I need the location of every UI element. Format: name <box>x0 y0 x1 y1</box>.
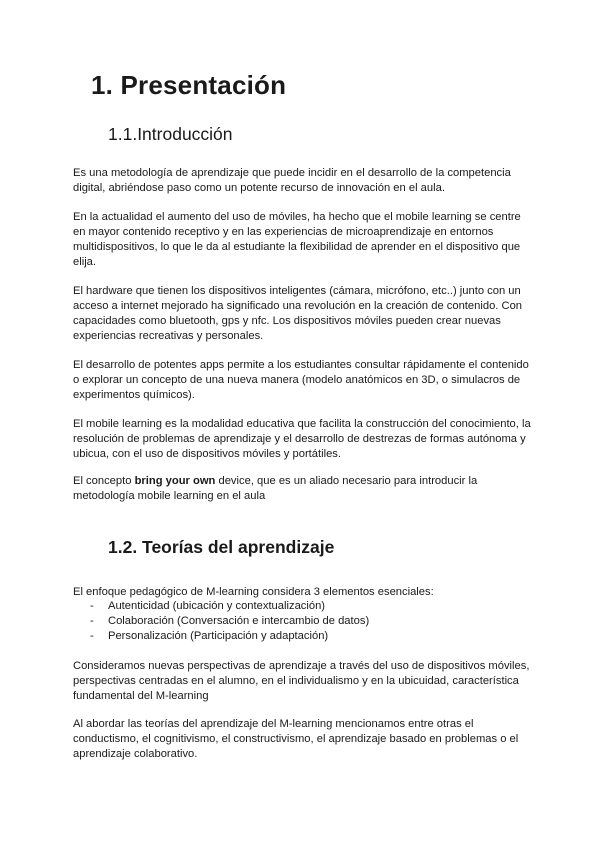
list-item <box>73 599 533 614</box>
section-heading-teorias: 1.2. Teorías del aprendizaje <box>108 537 335 557</box>
paragraph-intro: El enfoque pedagógico de M-learning considera 3 elementos esenciales: <box>73 586 434 598</box>
list-item-text: Personalización (Participación y adaptación) <box>108 630 329 642</box>
paragraph: Es una metodología de aprendizaje que puede incidir en el desarrollo de la competencia digital, abriéndose paso como un potente recurso de innovación en el aula. <box>73 167 511 194</box>
list-item <box>73 629 533 644</box>
list-marker: - <box>90 600 94 612</box>
paragraph: En la actualidad el aumento del uso de móviles, ha hecho que el mobile learning se centre en mayor contenido receptivo y en las experiencias de microaprendizaje en entornos multidispositivos, lo que le da al estudiante la flexibilidad de aprender en el dispositivo que elija. <box>73 211 521 268</box>
list-item-text: Colaboración (Conversación e intercambio de datos) <box>108 615 370 627</box>
paragraph: Consideramos nuevas perspectivas de aprendizaje a través del uso de dispositivos móviles, perspectivas centradas en el alumno, en el individualismo y en la ubicuidad, característica fundamental del M-learning <box>73 660 530 702</box>
list-item-text: Autenticidad (ubicación y contextualización) <box>108 600 326 612</box>
list-marker: - <box>90 615 94 627</box>
paragraph: El mobile learning es la modalidad educativa que facilita la construcción del conocimiento, la resolución de problemas de aprendizaje y el desarrollo de destrezas de formas autónoma y ubicua, con el uso de dispositivos móviles y portátiles. <box>73 418 531 460</box>
main-heading: 1. Presentación <box>91 70 287 100</box>
byod-text-before: El concepto <box>73 475 135 487</box>
list-marker: - <box>90 630 94 642</box>
byod-text-after: device, que es un aliado necesario para introducir la metodología mobile learning en el aula <box>73 475 478 502</box>
paragraph: Al abordar las teorías del aprendizaje del M-learning mencionamos entre otras el conductismo, el cognitivismo, el constructivismo, el aprendizaje basado en problemas o el aprendizaje colaborativo. <box>73 718 519 760</box>
paragraph: El hardware que tienen los dispositivos inteligentes (cámara, micrófono, etc..) junto con un acceso a internet mejorado ha significado una revolución en la creación de contenido. Con capacidades como bluetooth, gps y nfc. Los dispositivos móviles pueden crear nuevas experiencias recreativas y personales. <box>73 285 523 342</box>
section-heading-introduccion: 1.1.Introducción <box>108 124 233 144</box>
paragraph: El desarrollo de potentes apps permite a los estudiantes consultar rápidamente el contenido o explorar un concepto de una nueva manera (modelo anatómicos en 3D, o simulacros de experimentos químicos). <box>73 359 529 401</box>
paragraph-byod <box>73 474 533 504</box>
elements-list <box>73 599 533 644</box>
list-item <box>73 614 533 629</box>
byod-bold-term: bring your own <box>134 475 216 487</box>
